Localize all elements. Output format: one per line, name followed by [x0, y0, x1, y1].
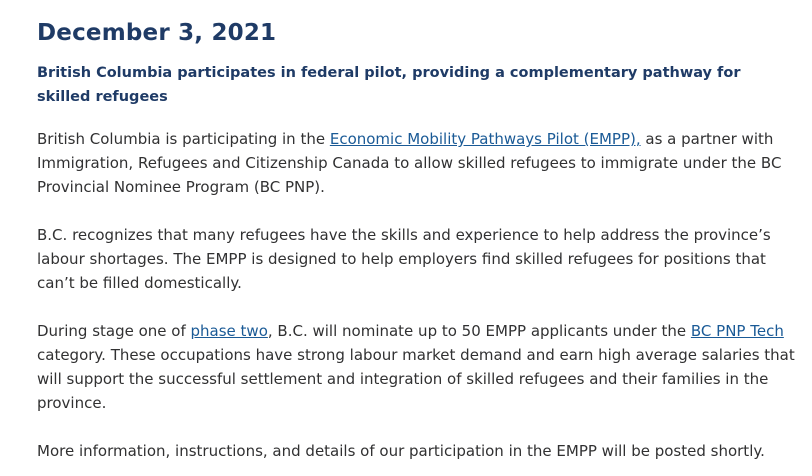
bc-pnp-tech-link[interactable]: BC PNP Tech [690, 322, 784, 340]
paragraph-labour-shortages: B.C. recognizes that many refugees have the skills and experience to help address the province’s labour shortages. The EMPP is designed to help employers find skilled refugees for positions that can’t be filled domestically. [37, 226, 771, 292]
paragraph-text: as a partner with Immigration, Refugees and Citizenship Canada to allow skilled refugees to immigrate under the BC Provincial Nominee Program (BC PNP). [37, 130, 782, 196]
paragraph-text: category. These occupations have strong labour market demand and earn high average salaries that will support the successful settlement and integration of skilled refugees and their families in the province. [37, 346, 795, 412]
paragraph-text: During stage one of [37, 322, 191, 340]
empp-link[interactable]: Economic Mobility Pathways Pilot (EMPP), [329, 130, 641, 148]
article-date-heading: December 3, 2021 [37, 20, 277, 46]
paragraph-empp-intro [37, 127, 797, 199]
phase-two-link[interactable]: phase two [190, 322, 268, 340]
article-subtitle: British Columbia participates in federal pilot, providing a complementary pathway for skilled refugees [37, 65, 741, 105]
news-article [37, 0, 797, 463]
paragraph-text: , B.C. will nominate up to 50 EMPP applicants under the [267, 322, 691, 340]
paragraph-text: British Columbia is participating in the [37, 130, 330, 148]
paragraph-phase-two [37, 319, 797, 415]
paragraph-more-info: More information, instructions, and details of our participation in the EMPP will be posted shortly. [37, 442, 765, 460]
